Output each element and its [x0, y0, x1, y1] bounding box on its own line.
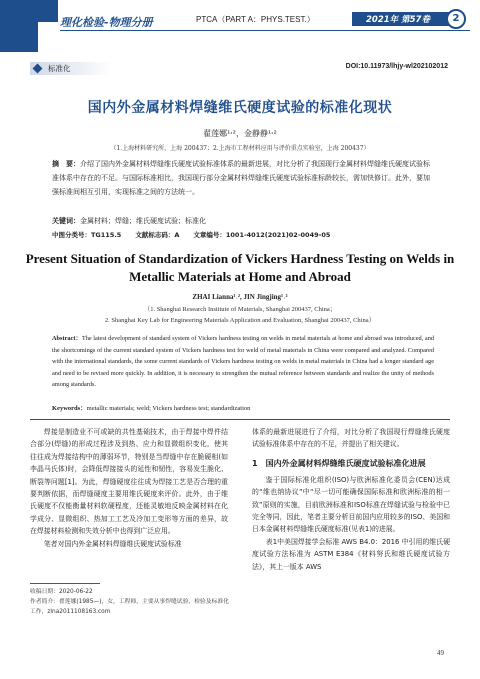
body-paragraph: 焊接是制造业不可或缺的共性基础技术，由于焊接中焊件结合部分(焊缝)的形成过程涉及到热、应力和显微组织变化，使其往往成为焊接结构中的薄弱环节，特别是当焊缝中存在脆硬相(如李晶马氏体)时，会降低焊接接头的延性和韧性，容易发生脆化、断裂等问题[1]。为此，焊缝硬度往往成为焊接工艺是否合理的重要判断依据，而焊缝硬度主要用维氏硬度来评价。此外，由于维氏硬度不仅能衡量材料软硬程度，还能灵敏地反映金属材料在化学成分、显微组织、热加工工艺及冷加工变形等方面的差异，故在焊接材料检测和失效分析中也得到广泛应用。: [30, 428, 228, 536]
journal-name-en: PTCA（PART A：PHYS.TEST.）: [196, 15, 315, 24]
affiliation-cn: （1.上海材料研究所，上海 200437；2.上海市工程材料应用与评价重点实验室，上海 200437）: [110, 145, 370, 152]
keywords-cn-label: 关键词：: [52, 217, 80, 225]
category-label: 标准化: [48, 64, 71, 73]
footnote-rule: [30, 583, 100, 584]
authors-en: ZHAI Lianna¹˒², JIN Jingjing¹˒²: [192, 293, 288, 301]
abstract-en-label: Abstract：: [52, 335, 82, 342]
affiliation-en-line-2: 2. Shanghai Key Lab for Engineering Materials Application and Evaluation, Shanghai 200437, China）: [104, 317, 376, 324]
affiliation-en: [0, 304, 480, 326]
issue-label: 2021年 第57卷: [366, 15, 430, 25]
body-paragraph: 体系的最新进展进行了介绍，对比分析了我国现行焊缝维氏硬度试验标准体系中存在的不足，并提出了相关建议。: [252, 428, 450, 449]
journal-header: [0, 0, 480, 56]
title-en-line-1: Present Situation of Standardization of Vickers Hardness Testing on Welds in: [25, 251, 455, 266]
keywords-en: [52, 403, 250, 412]
keywords-cn: [52, 216, 206, 226]
abstract-en: [52, 333, 434, 391]
issue-number-badge: 2: [446, 9, 466, 29]
clc-number: 中图分类号：TG115.5: [52, 231, 122, 239]
header-rule: [60, 30, 470, 31]
abstract-cn-text: 介绍了国内外金属材料焊缝维氏硬度试验标准体系的最新进展，对比分析了我国现行金属材料焊缝维氏硬度试验标准体系中存在的不足。与国际标准相比，我国现行部分金属材料焊缝维氏硬度试验标准标龄较长，需加快修订。此外，要加强标准间相互引用，实现标准之间的方法统一。: [52, 160, 430, 196]
body-column-right: [252, 426, 450, 573]
authors-cn: 翟莲娜¹˒²，金静静¹˒²: [203, 129, 277, 138]
abstract-cn-label: 摘 要：: [52, 160, 80, 168]
keywords-en-text: metallic materials; weld; Vickers hardness test; standardization: [86, 405, 251, 412]
body-column-left: [30, 426, 228, 550]
footnote: [30, 587, 230, 617]
title-en-line-2: Metallic Materials at Home and Abroad: [129, 269, 351, 284]
author-bio: 作者简介：翟莲娜(1985—)，女，工程师，主要从事焊缝试验、检验及标准化工作，zlna2011108163.com: [30, 599, 229, 615]
body-paragraph: 表1中美国焊接学会标准 AWS B4.0：2016 中引用的维氏硬度试验方法标准为 ASTM E384《材料努氏和维氏硬度试验方法》，其上一版本 AWS: [252, 537, 450, 571]
journal-name-cn: 理化检验-物理分册: [60, 16, 153, 29]
title-en: [0, 250, 480, 286]
document-code: 文献标志码：A: [135, 231, 180, 239]
received-date: 收稿日期：2020-06-22: [30, 589, 93, 595]
journal-logo: [0, 0, 58, 52]
article-number: 文章编号：1001-4012(2021)02-0049-05: [193, 231, 331, 239]
body-paragraph: 笔者对国内外金属材料焊缝维氏硬度试验标准: [43, 539, 182, 548]
keywords-en-label: Keywords：: [52, 405, 87, 412]
doi: DOI:10.11973/lhjy-wl202102012: [345, 63, 448, 70]
title-cn: 国内外金属材料焊缝维氏硬度试验的标准化现状: [87, 100, 393, 116]
affiliation-en-line-1: （1. Shanghai Research Institute of Materials, Shanghai 200437, China；: [143, 306, 337, 313]
section-divider: [30, 419, 450, 420]
keywords-cn-text: 金属材料；焊缝；维氏硬度试验；标准化: [80, 217, 206, 225]
body-paragraph: 鉴于国际标准化组织(ISO)与欧洲标准化委员会(CEN)达成的“维也纳协议”中“尽一切可能确保国际标准和欧洲标准的相一致”原则的实施，目前欧洲标准和ISO标准在焊缝试验与检验中已完全等同，因此，笔者主要分析目前国内应用较多的ISO、美国和日本金属材料焊缝维氏硬度标准(见表1)的进展。: [252, 475, 450, 534]
page-number: 49: [437, 649, 444, 657]
abstract-en-text: The latest development of standard system of Vickers hardness testing on welds in metal materials at home and abroad was introduced, and the shortcomings of the current standard system of Vickers hardness test for weld of metal materials in China were compared and analyzed. Compared with the international standards, the some current standards of Vickers hardness testing on welds in metal materials in China had a longer standard age and need to be revised more quickly. In addition, it is necessary to strengthen the mutual reference between standards and realize the unity of methods among standards.: [52, 335, 434, 388]
classification-cn: [52, 230, 330, 239]
section-heading: 1 国内外金属材料焊缝维氏硬度试验标准化进展: [252, 458, 426, 468]
abstract-cn: [52, 157, 434, 199]
